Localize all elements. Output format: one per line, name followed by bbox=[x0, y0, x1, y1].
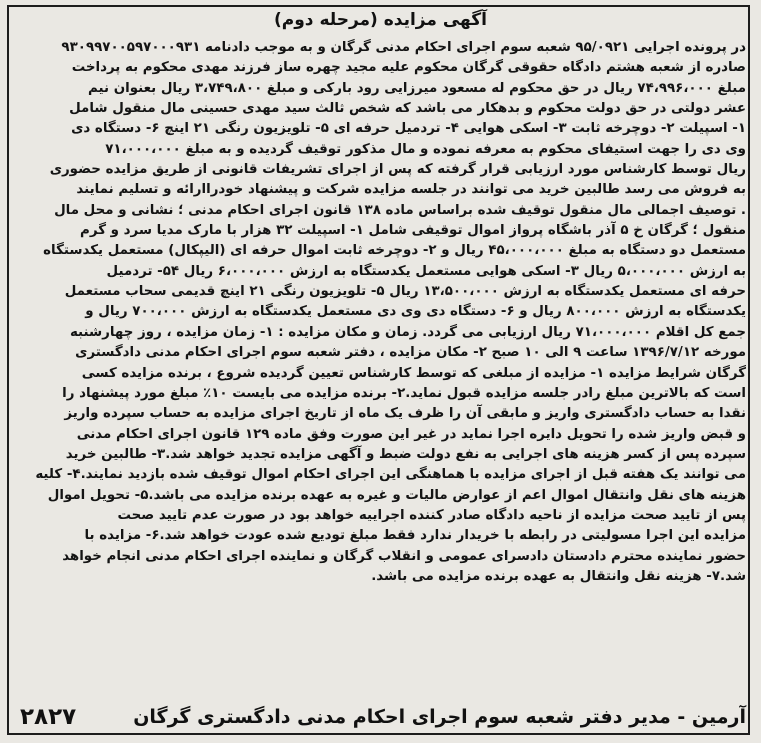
notice-footer bbox=[14, 703, 746, 731]
body-line: شد.۷- هزینه نقل وانتقال به عهده برنده مزایده می باشد. bbox=[371, 568, 746, 584]
body-line: مزایده این اجرا مسولیتی در رابطه با خریدار ندارد فقط مبلغ تودیع شده عودت خواهد شد.۶- مزایده با bbox=[84, 528, 746, 544]
body-line: مبلغ ۷۴،۹۹۶،۰۰۰ ریال در حق محکوم له مسعود میرزایی رود بارکی و مبلغ ۳،۷۴۹،۸۰۰ ریال بعنوان نیم bbox=[88, 80, 746, 96]
body-line: به فروش می رسد طالبین خرید می توانند در جلسه مزایده شرکت و پیشنهاد خودراارائه و تسلیم نمایند bbox=[76, 182, 746, 198]
body-line: می توانند یک هفته قبل از اجرای مزایده با هماهنگی این اجرای احکام اموال توقیف شده بازدید نمایند.۴- کلیه bbox=[35, 467, 746, 483]
notice-body bbox=[14, 38, 746, 587]
body-line: پس از تایید صحت مزایده از ناحیه دادگاه صادر کننده اجراییه خواهد بود در صورت عدم تایید صحت bbox=[117, 507, 746, 523]
body-line: مستعمل دو دستگاه به مبلغ ۴۵،۰۰۰،۰۰۰ ریال و ۲- دوچرخه ثابت اموال حرفه ای (الیپکال) مستعمل یکدستگاه bbox=[43, 243, 746, 259]
body-line: منقول ؛ گرگان خ ۵ آذر باشگاه پرواز اموال توقیفی شامل ۱- اسپیلت ۳۲ هزار با مارک مدیا سرد و گرم bbox=[80, 223, 746, 239]
body-line: و قبض واریز شده را تحویل دایره اجرا نماید در غیر این صورت وفق ماده ۱۲۹ قانون اجرای احکام مدنی bbox=[76, 426, 746, 442]
body-line: در پرونده اجرایی ۹۵/۰۹۲۱ شعبه سوم اجرای احکام مدنی گرگان و به موجب دادنامه ۹۳۰۹۹۷۰۰۵۹۷۰۰۰۹۳۱ bbox=[61, 40, 746, 55]
signature-line: آرمین - مدیر دفتر شعبه سوم اجرای احکام مدنی دادگستری گرگان bbox=[133, 706, 746, 728]
body-line: مورخه ۱۳۹۶/۷/۱۲ ساعت ۹ الی ۱۰ صبح ۲- مکان مزایده ، دفتر شعبه سوم اجرای احکام مدنی دادگستری bbox=[75, 345, 746, 361]
notice-title: آگهی مزایده (مرحله دوم) bbox=[274, 10, 487, 30]
body-line: وی دی را جهت استیفای محکوم به معرفه نموده و مال مذکور توقیف گردیده و به مبلغ ۷۱،۰۰۰،۰۰۰ bbox=[105, 141, 746, 157]
body-line: حرفه ای مستعمل یکدستگاه به ارزش ۱۳،۵۰۰،۰۰۰ ریال ۵- تلویزیون رنگی ۲۱ اینچ قدیمی سحاب مستعمل bbox=[64, 284, 746, 300]
body-line: به ارزش ۵،۰۰۰،۰۰۰ ریال ۳- اسکی هوایی مستعمل یکدستگاه به ارزش ۶،۰۰۰،۰۰۰ ریال ۵۴- تردمیل bbox=[106, 263, 746, 279]
body-line: حضور نماینده محترم دادستان دادسرای عمومی و انقلاب گرگان و نماینده اجرای احکام مدنی انجام خواهد bbox=[62, 548, 746, 564]
body-line: جمع کل اقلام ۷۱،۰۰۰،۰۰۰ ریال ارزیابی می گردد. زمان و مکان مزایده : ۱- زمان مزایده ، روز چهارشنبه bbox=[69, 324, 746, 340]
body-line: گرگان شرایط مزایده ۱- مزایده از مبلغی که توسط کارشناس تعیین گردیده شروع ، برنده مزایده کسی bbox=[81, 365, 746, 381]
body-line: عشر دولتی در حق دولت محکوم و بدهکار می باشد که شخص ثالث سید مهدی حسینی مال منقول شامل bbox=[69, 101, 746, 117]
body-line: سپرده پس از کسر هزینه های اجرایی به نفع دولت ضبط و آگهی مزایده تجدید خواهد شد.۳- طالبین خرید bbox=[65, 446, 746, 462]
body-line: نقدا به حساب دادگستری واریز و مابقی آن را ظرف یک ماه از تاریخ اجرای مزایده به حساب سپرده واریز bbox=[64, 406, 746, 422]
body-line: ریال توسط کارشناس مورد ارزیابی قرار گرفته که پس از اجرای تشریفات قانونی از طریق مزایده حضوری bbox=[49, 162, 746, 178]
body-line: . توصیف اجمالی مال منقول توقیف شده براساس ماده ۱۳۸ قانون اجرای احکام مدنی ؛ نشانی و محل مال bbox=[54, 202, 746, 218]
body-line: صادره از شعبه هشتم دادگاه حقوقی گرگان محکوم علیه مجید چهره ساز فرزند مهدی محکوم به پرداخت bbox=[71, 60, 746, 76]
body-line: یکدستگاه به ارزش ۸۰۰،۰۰۰ ریال و ۶- دستگاه دی وی دی مستعمل یکدستگاه به ارزش ۷۰۰،۰۰۰ ریال و bbox=[85, 304, 746, 320]
body-line: ۱- اسپیلت ۲- دوچرخه ثابت ۳- اسکی هوایی ۴- تردمیل حرفه ای ۵- تلویزیون رنگی ۲۱ اینچ ۶- دستگاه دی bbox=[71, 121, 746, 137]
body-line: هزینه های نقل وانتقال اموال اعم از عوارض مالیات و غیره به عهده برنده مزایده می باشد.۵- تحویل اموال bbox=[47, 487, 746, 503]
notice-code: ۲۸۲۷ bbox=[20, 704, 77, 730]
body-line: است که بالاترین مبلغ رادر جلسه مزایده قبول نماید.۲- برنده مزایده می بایست ۱۰٪ مبلغ مورد پیشنهاد را bbox=[62, 385, 746, 401]
